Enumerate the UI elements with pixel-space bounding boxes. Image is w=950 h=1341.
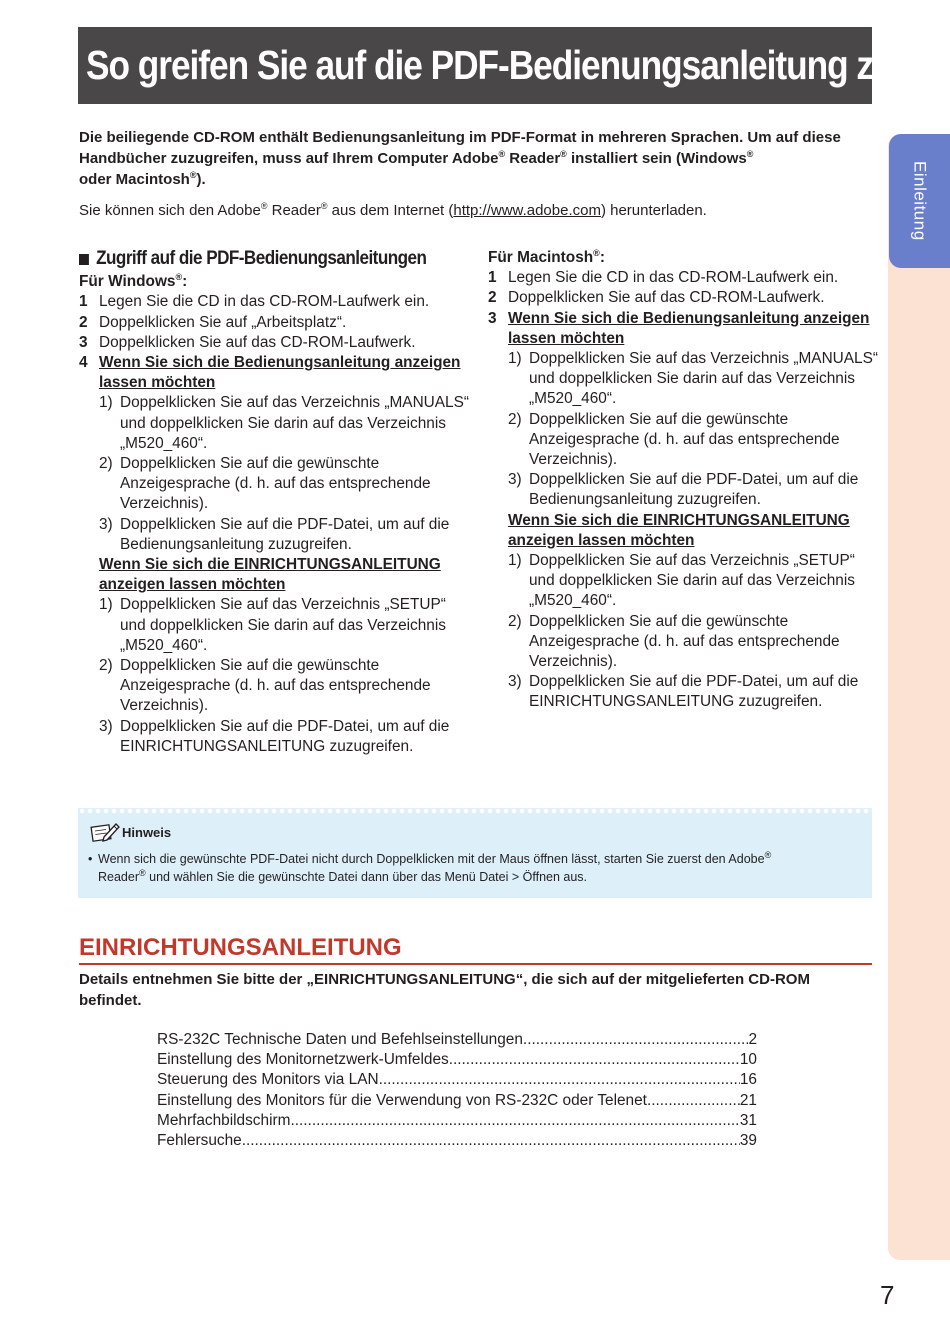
substep-text: Doppelklicken Sie auf die gewünschte Anzeigesprache (d. h. auf das entsprechende Verzeichnis). <box>529 612 840 671</box>
download-paragraph <box>79 200 874 221</box>
intro-text-3: installiert sein (Windows <box>566 150 747 167</box>
access-heading-text: Zugriff auf die PDF-Bedienungsanleitungen <box>96 248 427 269</box>
bullet: • <box>88 852 93 866</box>
toc-label: RS-232C Technische Daten und Befehlseinstellungen <box>157 1031 523 1048</box>
substep-number: 1) <box>508 552 522 570</box>
toc-label: Einstellung des Monitors für die Verwendung von RS-232C oder Telenet <box>157 1091 647 1109</box>
substep-text: Doppelklicken Sie auf das Verzeichnis „SETUP“ und doppelklicken Sie darin auf das Verzeichnis „M520_460“. <box>529 552 855 610</box>
list-item <box>508 551 883 612</box>
toc-leader <box>290 1111 739 1131</box>
step-number: 2 <box>488 289 497 307</box>
intro-section <box>79 127 874 221</box>
step-number: 4 <box>79 354 88 372</box>
macintosh-label <box>488 248 883 268</box>
pencil-note-icon <box>90 820 120 844</box>
download-text-2: Reader <box>267 202 321 219</box>
reg-mark: ® <box>189 170 197 180</box>
toc-label: Fehlersuche <box>157 1132 242 1150</box>
toc-page: 10 <box>739 1051 757 1069</box>
toc-row[interactable] <box>157 1111 757 1131</box>
intro-text-4: oder Macintosh <box>79 171 190 188</box>
side-strip <box>888 134 950 1260</box>
list-item <box>508 349 883 410</box>
windows-column <box>79 249 474 757</box>
substep-text: Doppelklicken Sie auf die gewünschte Anzeigesprache (d. h. auf das entsprechende Verzeichnis). <box>120 455 431 513</box>
download-text-1: Sie können sich den Adobe <box>79 202 261 219</box>
colon: : <box>599 249 605 266</box>
reg-mark: ® <box>746 149 754 159</box>
toc-leader <box>647 1091 740 1111</box>
toc-page: 31 <box>739 1111 757 1129</box>
toc-row[interactable] <box>157 1050 757 1070</box>
list-item <box>99 515 474 555</box>
page-title-bar <box>78 27 894 104</box>
manual-substeps <box>488 349 883 713</box>
hinweis-box <box>78 808 872 898</box>
einrichtung-title: EINRICHTUNGSANLEITUNG <box>79 933 872 965</box>
list-item <box>508 470 883 510</box>
step-number: 3 <box>79 333 88 351</box>
reg-mark: ® <box>139 867 146 878</box>
substep-text: Doppelklicken Sie auf die PDF-Datei, um auf die Bedienungsanleitung zuzugreifen. <box>529 471 859 509</box>
step-text: Doppelklicken Sie auf „Arbeitsplatz“. <box>99 313 347 331</box>
step-number: 1 <box>488 269 497 287</box>
page-title: So greifen Sie auf die PDF-Bedienungsanleitung zu <box>86 42 894 88</box>
substep-number: 1) <box>99 596 113 614</box>
setup-heading: Wenn Sie sich die EINRICHTUNGSANLEITUNG anzeigen lassen möchten <box>99 556 441 594</box>
side-tab-label: Einleitung <box>910 161 930 241</box>
toc-row[interactable] <box>157 1131 757 1151</box>
substep-text: Doppelklicken Sie auf das Verzeichnis „SETUP“ und doppelklicken Sie darin auf das Verzeichnis „M520_460“. <box>120 596 446 654</box>
list-item <box>508 672 883 712</box>
toc-leader <box>242 1131 740 1151</box>
substep-text: Doppelklicken Sie auf die PDF-Datei, um auf die EINRICHTUNGSANLEITUNG zuzugreifen. <box>120 717 450 755</box>
toc-row[interactable] <box>157 1030 757 1050</box>
substep-number: 3) <box>99 515 113 533</box>
setup-heading: Wenn Sie sich die EINRICHTUNGSANLEITUNG anzeigen lassen möchten <box>508 511 850 549</box>
square-bullet-icon <box>79 254 89 265</box>
colon: : <box>182 273 188 291</box>
macintosh-column <box>488 248 883 713</box>
substep-text: Doppelklicken Sie auf das Verzeichnis „MANUALS“ und doppelklicken Sie darin auf das Verzeichnis „M520_460“. <box>120 394 470 452</box>
reg-mark: ® <box>260 201 268 211</box>
substep-number: 3) <box>508 673 522 691</box>
step-text: Wenn Sie sich die Bedienungsanleitung anzeigen lassen möchten <box>508 309 870 347</box>
substep-number: 2) <box>99 455 113 473</box>
hinweis-label <box>90 820 171 844</box>
toc-label: Steuerung des Monitors via LAN <box>157 1071 379 1089</box>
page-number: 7 <box>880 1280 895 1310</box>
substep-number: 1) <box>99 394 113 412</box>
toc-label: Mehrfachbildschirm <box>157 1111 291 1129</box>
access-heading <box>79 249 435 269</box>
table-of-contents <box>157 1030 757 1151</box>
step-text: Wenn Sie sich die Bedienungsanleitung anzeigen lassen möchten <box>99 354 461 392</box>
substep-text: Doppelklicken Sie auf die gewünschte Anzeigesprache (d. h. auf das entsprechende Verzeichnis). <box>529 410 840 469</box>
reg-mark: ® <box>560 149 567 159</box>
adobe-link[interactable]: http://www.adobe.com <box>453 202 601 219</box>
substep-text: Doppelklicken Sie auf die PDF-Datei, um auf die Bedienungsanleitung zuzugreifen. <box>120 515 450 553</box>
step-text: Doppelklicken Sie auf das CD-ROM-Laufwerk. <box>99 333 416 351</box>
dotted-border <box>78 808 872 814</box>
list-item <box>508 612 883 673</box>
substep-text: Doppelklicken Sie auf die gewünschte Anzeigesprache (d. h. auf das entsprechende Verzeichnis). <box>120 657 431 715</box>
side-tab-einleitung[interactable] <box>889 134 950 268</box>
windows-label <box>79 272 474 292</box>
hinweis-text-1: Wenn sich die gewünschte PDF-Datei nicht durch Doppelklicken mit der Maus öffnen lässt, starten Sie zuerst den Adobe <box>98 852 765 866</box>
intro-paragraph <box>79 127 874 190</box>
intro-text-5: ). <box>196 171 206 188</box>
windows-label-text: Für Windows <box>79 273 176 291</box>
list-item <box>488 288 883 308</box>
list-item <box>79 292 474 312</box>
toc-page: 39 <box>739 1132 757 1150</box>
list-item <box>99 454 474 515</box>
reg-mark: ® <box>593 247 600 258</box>
download-text-4: ) herunterladen. <box>600 202 707 219</box>
toc-leader <box>449 1050 740 1070</box>
toc-page: 2 <box>748 1031 757 1048</box>
intro-text-2: Reader <box>505 150 561 167</box>
toc-row[interactable] <box>157 1070 757 1090</box>
substep-number: 2) <box>508 612 522 630</box>
hinweis-label-text: Hinweis <box>122 824 172 840</box>
substep-number: 2) <box>508 410 522 428</box>
toc-leader <box>523 1030 749 1050</box>
list-item <box>79 313 474 333</box>
list-item <box>99 595 474 656</box>
einrichtung-description: Details entnehmen Sie bitte der „EINRICHTUNGSANLEITUNG“, die sich auf der mitgelieferten CD-ROM befindet. <box>79 971 810 1009</box>
substep-number: 2) <box>99 657 113 675</box>
substep-text: Doppelklicken Sie auf das Verzeichnis „MANUALS“ und doppelklicken Sie darin auf das Verzeichnis „M520_460“. <box>529 350 879 408</box>
list-item <box>488 309 883 349</box>
step-number: 2 <box>79 313 88 331</box>
substep-text: Doppelklicken Sie auf die PDF-Datei, um auf die EINRICHTUNGSANLEITUNG zuzugreifen. <box>529 673 859 711</box>
step-number: 3 <box>488 309 497 327</box>
download-text-3: aus dem Internet ( <box>327 202 454 219</box>
substep-number: 3) <box>508 471 522 489</box>
list-item <box>488 268 883 288</box>
toc-page: 21 <box>739 1091 757 1109</box>
hinweis-text-2: Reader <box>98 870 139 884</box>
reg-mark: ® <box>498 149 506 159</box>
substep-number: 3) <box>99 717 113 735</box>
hinweis-text-3: und wählen Sie die gewünschte Datei dann über das Menü Datei > Öffnen aus. <box>145 870 588 884</box>
intro-text-1: Die beiliegende CD-ROM enthält Bedienungsanleitung im PDF-Format in mehreren Sprachen. Um auf diese Handbücher zuzugreifen, muss auf Ihrem Computer Adobe <box>79 129 841 167</box>
toc-label: Einstellung des Monitornetzwerk-Umfeldes <box>157 1051 449 1069</box>
list-item <box>99 393 474 454</box>
reg-mark: ® <box>320 201 328 211</box>
step-text: Legen Sie die CD in das CD-ROM-Laufwerk ein. <box>508 269 839 287</box>
macintosh-label-text: Für Macintosh <box>488 249 594 266</box>
substep-number: 1) <box>508 350 522 368</box>
step-text: Doppelklicken Sie auf das CD-ROM-Laufwerk. <box>508 289 825 307</box>
list-item <box>79 353 474 393</box>
list-item <box>99 656 474 717</box>
reg-mark: ® <box>175 272 183 283</box>
hinweis-text <box>88 850 858 886</box>
toc-leader <box>379 1070 740 1090</box>
step-number: 1 <box>79 293 88 311</box>
manual-substeps <box>79 393 474 757</box>
list-item <box>99 717 474 757</box>
step-text: Legen Sie die CD in das CD-ROM-Laufwerk ein. <box>99 293 430 311</box>
reg-mark: ® <box>764 849 772 860</box>
toc-page: 16 <box>739 1071 757 1089</box>
list-item <box>508 410 883 471</box>
toc-row[interactable] <box>157 1091 757 1111</box>
list-item <box>79 333 474 353</box>
